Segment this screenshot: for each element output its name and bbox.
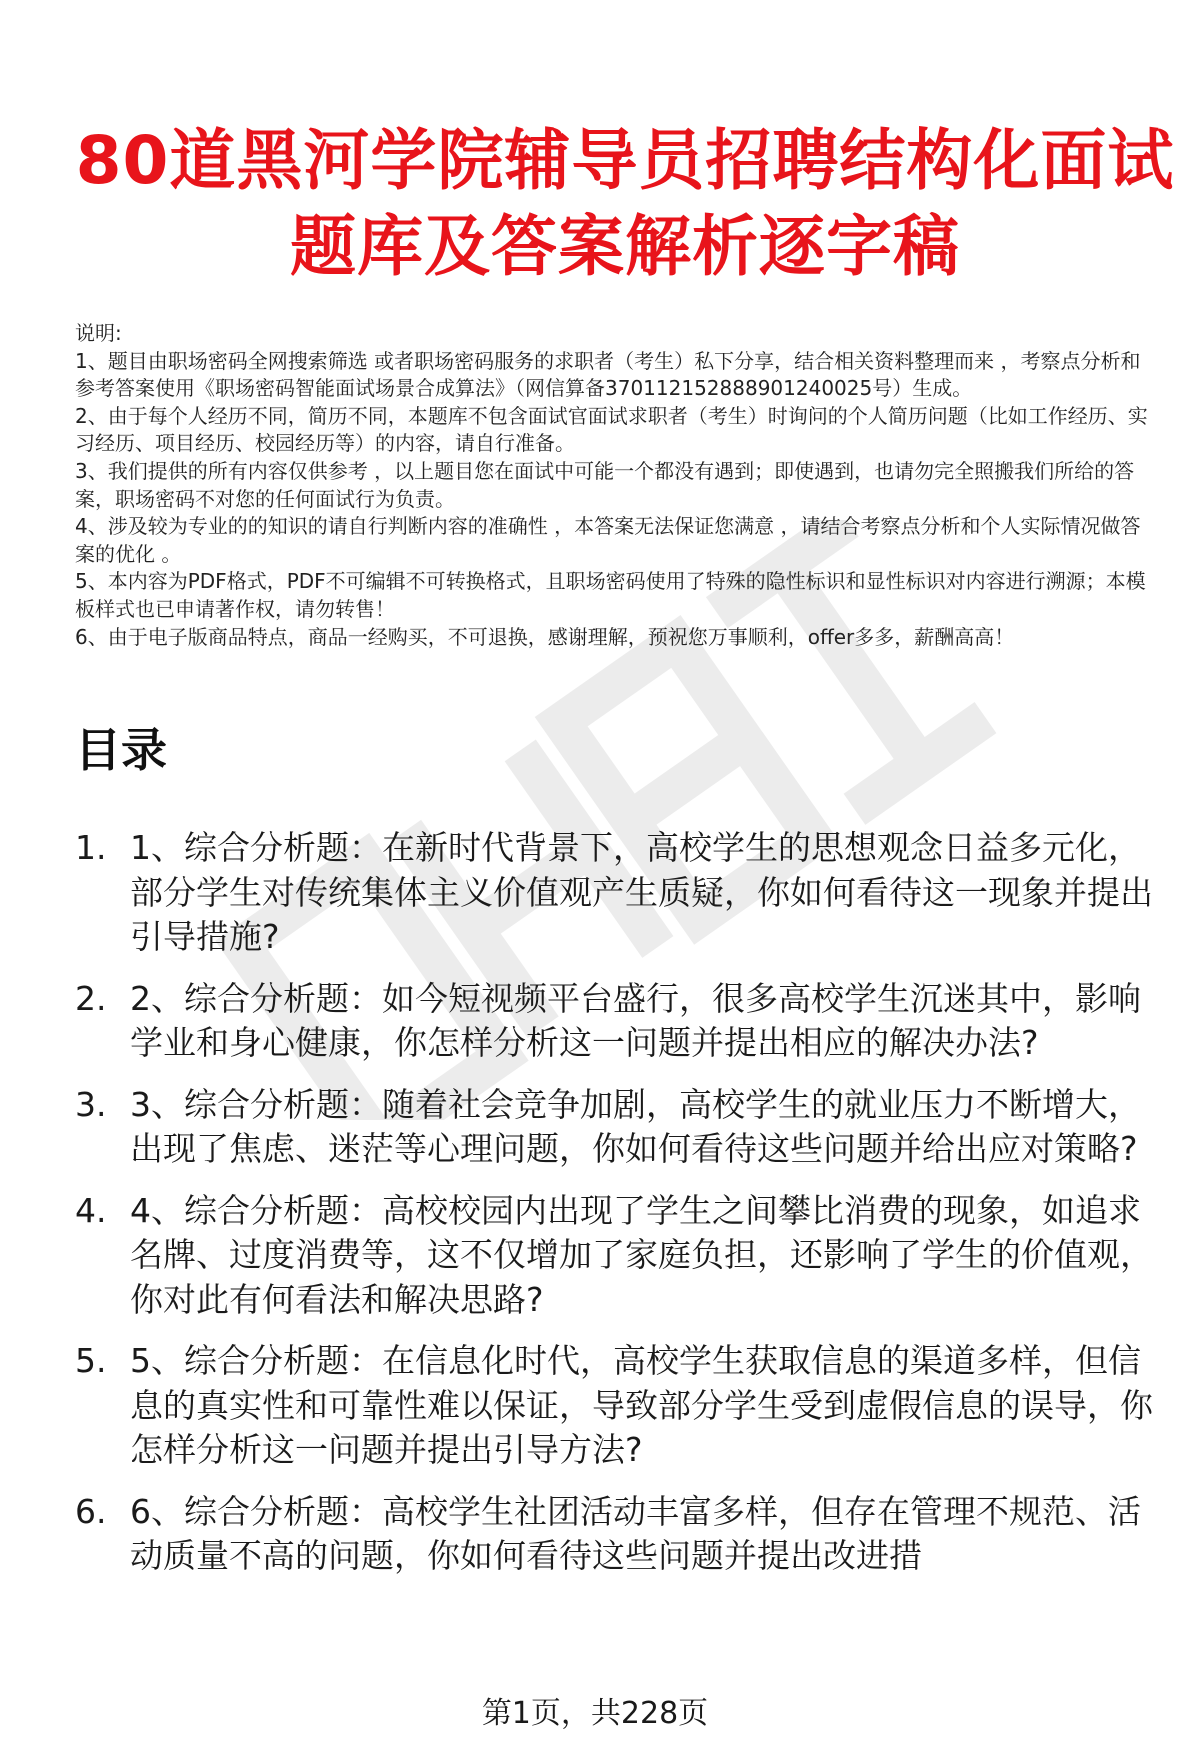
note-item: 5、本内容为PDF格式，PDF不可编辑不可转换格式，且职场密码使用了特殊的隐性标识和显性标识对内容进行溯源；本模板样式也已申请著作权，请勿转售！ [75,569,1146,621]
toc-item[interactable] [75,1490,1170,1579]
toc-item-number: 6. [75,1491,107,1531]
toc-item-number: 5. [75,1341,107,1380]
note-item: 3、我们提供的所有内容仅供参考 ，以上题目您在面试中可能一个都没有遇到；即使遇到，也请勿完全照搬我们所给的答案，职场密码不对您的任何面试行为负责。 [75,458,1135,511]
toc-item-text: 1、综合分析题：在新时代背景下，高校学生的思想观念日益多元化，部分学生对传统集体主义价值观产生质疑，你如何看待这一现象并提出引导措施? [130,828,1153,956]
toc-item-text: 3、综合分析题：随着社会竞争加剧，高校学生的就业压力不断增大，出现了焦虑、迷茫等心理问题，你如何看待这些问题并给出应对策略? [130,1084,1141,1168]
toc-item-text: 4、综合分析题：高校校园内出现了学生之间攀比消费的现象，如追求名牌、过度消费等，这不仅增加了家庭负担，还影响了学生的价值观，你对此有何看法和解决思路? [130,1190,1153,1319]
toc-item[interactable] [75,977,1170,1066]
toc-item[interactable] [75,826,1170,960]
toc-item-number: 2. [75,978,107,1018]
toc-item-number: 4. [75,1190,107,1230]
note-item: 2、由于每个人经历不同，简历不同，本题库不包含面试官面试求职者（考生）时询问的个人简历问题（比如工作经历、实习经历、项目经历、校园经历等）的内容，请自行准备。 [75,403,1148,456]
toc-item-text: 5、综合分析题：在信息化时代，高校学生获取信息的渠道多样，但信息的真实性和可靠性难以保证，导致部分学生受到虚假信息的误导，你怎样分析这一问题并提出引导方法? [130,1341,1153,1469]
toc-heading: 目录 [75,723,167,777]
notes-heading: 说明: [75,321,122,345]
toc-item[interactable] [75,1189,1170,1323]
toc-item[interactable] [75,1339,1170,1473]
notes-section [75,320,1160,651]
document-title: 80道黑河学院辅导员招聘结构化面试题库及答案解析逐字稿 [75,122,1175,285]
toc-item-text: 6、综合分析题：高校学生社团活动丰富多样，但存在管理不规范、活动质量不高的问题，你如何看待这些问题并提出改进措 [130,1491,1141,1575]
toc-item-text: 2、综合分析题：如今短视频平台盛行，很多高校学生沉迷其中，影响学业和身心健康，你怎样分析这一问题并提出相应的解决办法? [130,978,1141,1062]
page-footer: 第1页，共228页 [481,1696,709,1731]
note-item: 6、由于电子版商品特点，商品一经购买，不可退换，感谢理解，预祝您万事顺利，offer多多，薪酬高高！ [75,624,1015,649]
toc-item-number: 3. [75,1084,107,1124]
note-item: 4、涉及较为专业的的知识的请自行判断内容的准确性 ，本答案无法保证您满意 ，请结合考察点分析和个人实际情况做答案的优化 。 [75,514,1141,566]
toc-list [75,826,1170,1596]
note-item: 1、题目由职场密码全网搜索筛选 或者职场密码服务的求职者（考生）私下分享，结合相关资料整理而来 ，考察点分析和参考答案使用《职场密码智能面试场景合成算法》（网信算备370112152888901240025号）生成。 [75,348,1141,401]
toc-item[interactable] [75,1083,1170,1172]
toc-item-number: 1. [75,828,107,867]
